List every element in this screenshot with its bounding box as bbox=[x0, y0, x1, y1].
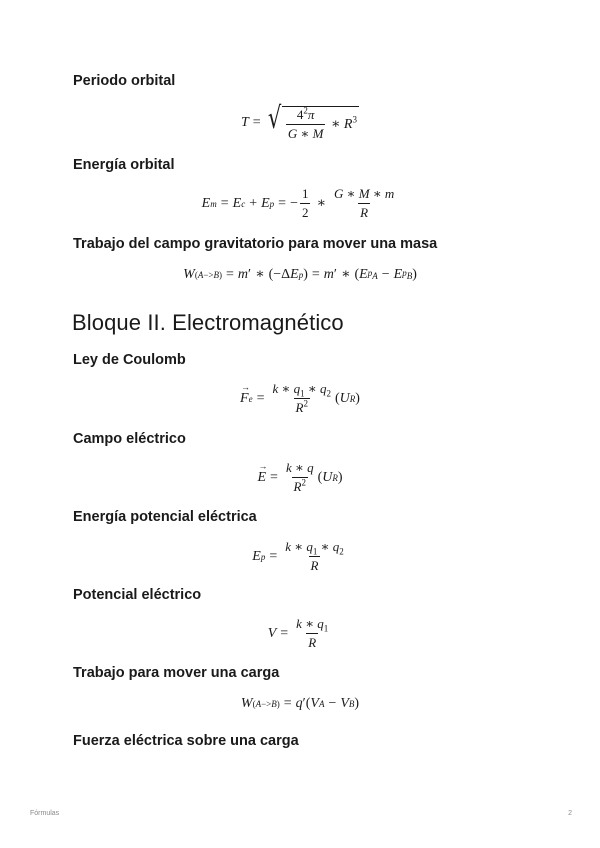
formula-trabajo-carga: W (A−>B) = q ′( V A − V B ) bbox=[240, 696, 360, 711]
formula-ley-coulomb: → F e = $\frac{k ∗ q_1 ∗ q_2}{R^2}$ ( U R ) bbox=[0, 381, 600, 416]
footer-page-number: 2 bbox=[568, 810, 572, 817]
heading-periodo-orbital: Periodo orbital bbox=[73, 73, 176, 89]
heading-fuerza-electrica: Fuerza eléctrica sobre una carga bbox=[73, 733, 299, 749]
formula-campo-electrico: → E = $\frac{k ∗ q}{R^2}$ ( U R ) bbox=[0, 460, 600, 495]
formula-energia-potencial: E p = $\frac{k ∗ q_1 ∗ q_2}{R}$ bbox=[252, 539, 344, 573]
formula-potencial-electrico: V = $\frac{k ∗ q_1}{R}$ bbox=[267, 616, 329, 650]
heading-potencial-electrico: Potencial eléctrico bbox=[73, 587, 202, 603]
heading-trabajo-carga: Trabajo para mover una carga bbox=[73, 665, 280, 681]
heading-campo-electrico: Campo eléctrico bbox=[73, 431, 186, 447]
block-title: Bloque II. Electromagnético bbox=[72, 310, 344, 335]
heading-energia-orbital: Energía orbital bbox=[73, 157, 175, 173]
footer-title: Fórmulas bbox=[30, 810, 60, 817]
formula-energia-orbital: E m = E c + E p = − $\frac{1}{2}$ ∗ $\frac{G ∗ M ∗ m}{R}$ bbox=[201, 186, 395, 220]
heading-ley-coulomb: Ley de Coulomb bbox=[73, 352, 186, 368]
heading-trabajo-gravitatorio: Trabajo del campo gravitatorio para mover una masa bbox=[73, 236, 438, 252]
formula-trabajo-gravitatorio: W (A−>B) = m ′ ∗ (−Δ E p ) = m ′ ∗ ( E $p_A$ − E $p_B$ ) bbox=[183, 266, 417, 282]
heading-energia-potencial: Energía potencial eléctrica bbox=[73, 509, 257, 525]
formula-periodo-orbital: T = √ $\frac{4^2\pi}{G ∗ M}$ ∗ $R^3$ bbox=[241, 101, 357, 141]
